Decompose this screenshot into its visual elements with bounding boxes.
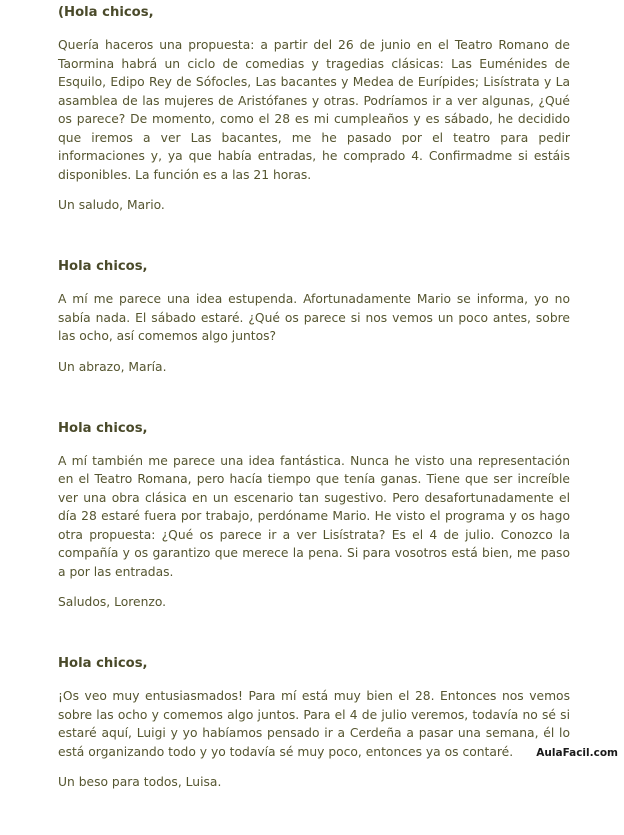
letter-signoff: Un beso para todos, Luisa. [58, 775, 222, 789]
aulafacil-watermark: AulaFacil.com [536, 747, 618, 759]
letter-body: A mí me parece una idea estupenda. Afortunadamente Mario se informa, yo no sabía nada. El sábado estaré. ¿Qué os parece si nos vemos un poco antes, sobre las ocho, así comemos algo juntos? [58, 292, 570, 343]
letter-greeting: Hola chicos, [58, 259, 148, 274]
letter-lorenzo [58, 420, 570, 612]
letter-mario [58, 4, 570, 214]
letter-body: ¡Os veo muy entusiasmados! Para mí está muy bien el 28. Entonces nos vemos sobre las ocho y comemos algo juntos. Para el 4 de julio veremos, todavía no sé si estaré aquí, Luigi y yo habíamos pensado ir a Cerdeña a pasar una semana, él lo está organizando todo y yo todavía sé muy poco, entonces ya os contaré. [58, 689, 570, 759]
letter-signoff: Un abrazo, María. [58, 359, 167, 374]
letter-signoff: Saludos, Lorenzo. [58, 595, 167, 609]
letter-greeting: Hola chicos, [58, 656, 148, 671]
document-page [58, 4, 570, 835]
letter-greeting: Hola chicos, [58, 420, 148, 436]
letter-greeting: (Hola chicos, [58, 5, 154, 20]
letter-body: A mí también me parece una idea fantástica. Nunca he visto una representación en el Teatro Romana, pero hacía tiempo que tenía ganas. Tiene que ser increíble ver una obra clásica en un escenario tan sugestivo. Pero desafortunadamente el día 28 estaré fuera por trabajo, perdóname Mario. He visto el programa y os hago otra propuesta: ¿Qué os parece ir a ver Lisístrata? Es el 4 de julio. Conozco la compañía y os garantizo que merece la pena. Si para vosotros está bien, me paso a por las entradas. [58, 453, 570, 579]
letter-maria [58, 258, 570, 376]
letter-body: Quería haceros una propuesta: a partir del 26 de junio en el Teatro Romano de Taormina habrá un ciclo de comedias y tragedias clásicas: Las Euménides de Esquilo, Edipo Rey de Sófocles, Las bacantes y Medea de Eurípides; Lisístrata y La asamblea de las mujeres de Aristófanes y otras. Podríamos ir a ver algunas, ¿Qué os parece? De momento, como el 28 es mi cumpleaños y es sábado, he decidido que iremos a ver Las bacantes, me he pasado por el teatro para pedir informaciones y, ya que había entradas, he comprado 4. Confirmadme si estáis disponibles. La función es a las 21 horas. [58, 38, 570, 182]
letter-signoff: Un saludo, Mario. [58, 198, 165, 212]
letter-luisa [58, 655, 570, 791]
